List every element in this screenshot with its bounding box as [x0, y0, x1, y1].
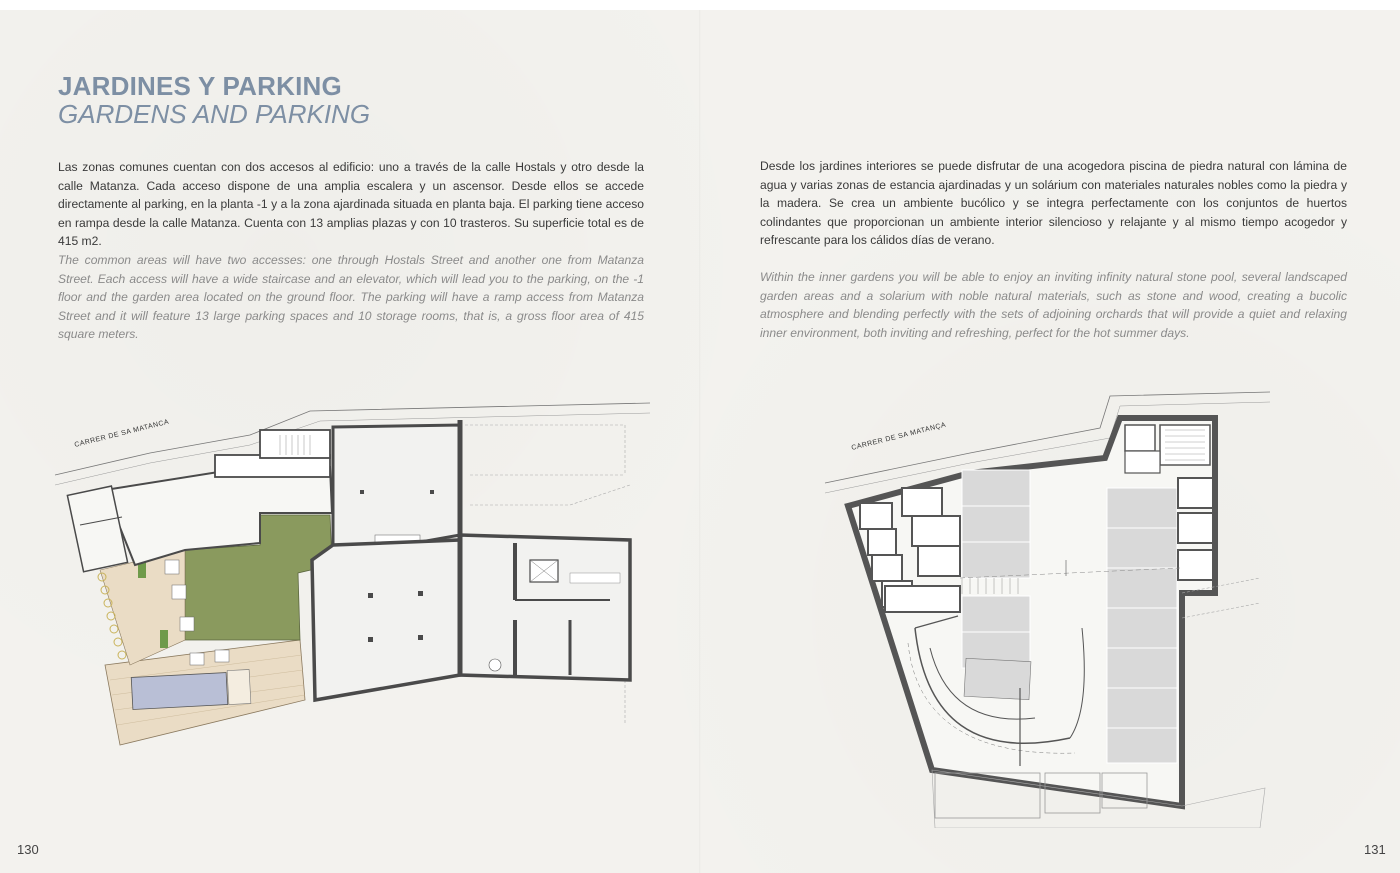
left-paragraph-english: The common areas will have two accesses: one through Hostals Street and another one from Matanza Street. Each access will have a wide staircase and an elevator, which will lead you to the parking, on the -1 floor and the garden area located on the ground floor. The parking will have a ramp access from Matanza Street and it will feature 13 large parking spaces and 10 storage rooms, that is, a gross floor area of 415 square meters. — [58, 253, 644, 342]
ground-floor-plan — [50, 395, 650, 755]
title-english: GARDENS AND PARKING — [58, 99, 371, 129]
right-paragraph-english: Within the inner gardens you will be able to enjoy an inviting infinity natural stone pool, several landscaped garden areas and a solarium with noble natural materials, such as stone and wood, creating a bucolic atmosphere and blending perfectly with the sets of adjoining orchards that will provide a quiet and relaxing inner environment, both inviting and refreshing, perfect for the hot summer days. — [760, 270, 1347, 340]
page-number-right: 131 — [1364, 842, 1386, 857]
title-spanish: JARDINES Y PARKING — [58, 71, 342, 101]
top-edge — [0, 0, 1400, 10]
pool — [131, 673, 228, 710]
left-paragraph-spanish: Las zonas comunes cuentan con dos accesos al edificio: uno a través de la calle Hostals y otro desde la calle Matanza. Cada acceso dispone de una amplia escalera y un ascensor. Desde ellos se accede directamente al parking, en la planta -1 y a la zona ajardinada situada en planta baja. El parking tiene acceso en rampa desde la calle Matanza. Cuenta con 13 amplias plazas y con 10 trasteros. Su superficie total es de 415 m2. — [58, 160, 644, 249]
right-hall — [460, 535, 630, 680]
right-paragraph-spanish: Desde los jardines interiores se puede disfrutar de una acogedora piscina de piedra natural con lámina de agua y varias zonas de estancia ajardinadas y un solárium con materiales naturales nobles como la piedra y la madera. Se crea un ambiente bucólico y se integra perfectamente con los conjuntos de huertos colindantes que proporcionan un ambiente interior silencioso y relajante y al mismo tiempo acogedor y refrescante para los cálidos días de verano. — [760, 159, 1347, 248]
page-gutter — [699, 10, 701, 873]
lower-hall — [312, 540, 460, 700]
right-plan-street-label: CARRER DE SA MATANÇA — [850, 421, 947, 452]
left-plan-street-label: CARRER DE SA MATANCA — [73, 418, 170, 449]
upper-hall — [333, 425, 460, 545]
basement-parking-plan — [820, 388, 1270, 828]
page-number-left: 130 — [17, 842, 39, 857]
